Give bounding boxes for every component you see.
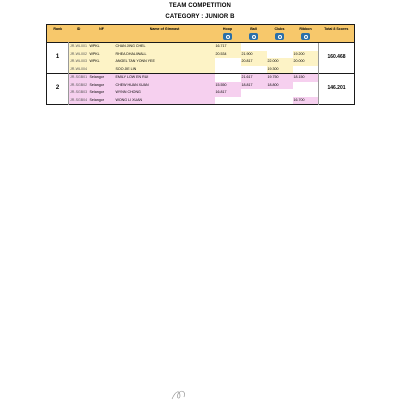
col-ball [241, 25, 267, 43]
gymnast-id: JR-WL004 [70, 66, 87, 71]
gymnast-id: JR-SGB02 [70, 82, 88, 87]
col-hoop [215, 25, 241, 43]
signature-mark [168, 388, 238, 400]
hoop-score [215, 97, 241, 105]
ribbon-icon [301, 33, 310, 40]
ribbon-score [293, 43, 319, 51]
page-title: TEAM COMPETITION [169, 3, 231, 9]
hoop-score: 16.717 [215, 43, 241, 51]
clubs-score [267, 97, 293, 105]
col-clubs-label: Clubs [274, 27, 285, 31]
ball-icon [249, 33, 258, 40]
header-row [47, 25, 355, 43]
team-rank: 2 [47, 74, 69, 105]
ball-score: 21.900 [241, 51, 253, 56]
hoop-score: 20.534 [215, 51, 227, 56]
team-rank: 1 [47, 43, 69, 74]
ribbon-score [293, 82, 319, 90]
gymnast-nf: Selangor [89, 90, 104, 94]
col-nf: NF [99, 27, 104, 31]
gymnast-nf: WPKL [89, 43, 115, 51]
col-ribbon [293, 25, 319, 43]
ribbon-score [293, 66, 319, 74]
ball-score: 20.817 [241, 59, 253, 63]
gymnast-name: WONG LI XUAN [115, 97, 143, 102]
team-total: 146.201 [319, 74, 355, 105]
gymnast-name: CHAN JING CHEL [115, 43, 215, 51]
table-row [47, 43, 355, 51]
ribbon-score: 19.200 [293, 51, 305, 56]
table-row [47, 58, 355, 66]
table-row [47, 66, 355, 74]
clubs-score [267, 43, 293, 51]
table-row [47, 51, 355, 59]
clubs-score: 18.800 [267, 82, 279, 87]
clubs-icon [275, 33, 284, 40]
gymnast-name: SOO JIE LIN [115, 66, 137, 71]
category-title: CATEGORY : JUNIOR B [165, 14, 235, 20]
clubs-score: 19.750 [267, 74, 293, 82]
gymnast-id: JR-SGB03 [70, 90, 88, 94]
gymnast-id: JR-WL003 [70, 59, 87, 63]
gymnast-name: ANGEL TAN YONN YEE [115, 59, 155, 63]
hoop-score: 16.817 [215, 90, 227, 94]
ball-score [241, 89, 267, 97]
ball-score [241, 97, 267, 105]
col-hoop-label: Hoop [222, 27, 233, 31]
gymnast-id: JR-WL001 [69, 43, 89, 51]
clubs-score: 22.000 [267, 59, 279, 63]
gymnast-id: JR-SGB01 [69, 74, 89, 82]
ball-score [241, 66, 267, 74]
col-id: ID [76, 27, 81, 31]
ribbon-score: 20.000 [293, 59, 305, 63]
hoop-score: 15.550 [215, 82, 227, 87]
ribbon-score: 16.700 [293, 97, 305, 102]
gymnast-nf: WPKL [89, 59, 100, 63]
clubs-score [267, 51, 293, 59]
gymnast-nf [89, 66, 115, 74]
col-total: Total 8 Scores [324, 27, 349, 31]
gymnast-nf: Selangor [89, 82, 104, 87]
results-table [46, 24, 355, 105]
clubs-score [267, 89, 293, 97]
table-row [47, 82, 355, 90]
ribbon-score: 18.150 [293, 74, 319, 82]
ball-score [241, 43, 267, 51]
gymnast-id: JR-SGB04 [70, 97, 88, 102]
gymnast-name: EMILY LOW EN RUI [115, 74, 215, 82]
gymnast-name: CHEW HUAN XUAN [115, 82, 149, 87]
gymnast-nf: WPKL [89, 51, 100, 56]
table-row [47, 97, 355, 105]
clubs-score: 19.300 [267, 66, 279, 71]
col-clubs [267, 25, 293, 43]
col-ribbon-label: Ribbon [299, 27, 312, 31]
col-ball-label: Ball [250, 27, 257, 31]
gymnast-name: RHEA DHALIWALL [115, 51, 147, 56]
table-row [47, 89, 355, 97]
gymnast-nf: Selangor [89, 97, 104, 102]
team-total: 160.468 [319, 43, 355, 74]
col-name: Name of Gimnast [149, 27, 180, 31]
ball-score: 21.617 [241, 74, 267, 82]
hoop-score [215, 66, 241, 74]
hoop-icon [223, 33, 232, 40]
ribbon-score [293, 89, 319, 97]
hoop-score [215, 58, 241, 66]
gymnast-id: JR-WL002 [70, 51, 87, 56]
ball-score: 18.817 [241, 82, 253, 87]
gymnast-nf: Selangor [89, 74, 115, 82]
hoop-score [215, 74, 241, 82]
gymnast-name: WYNN CHONG [115, 90, 141, 94]
table-row [47, 74, 355, 82]
col-rank: Rank [53, 27, 63, 31]
